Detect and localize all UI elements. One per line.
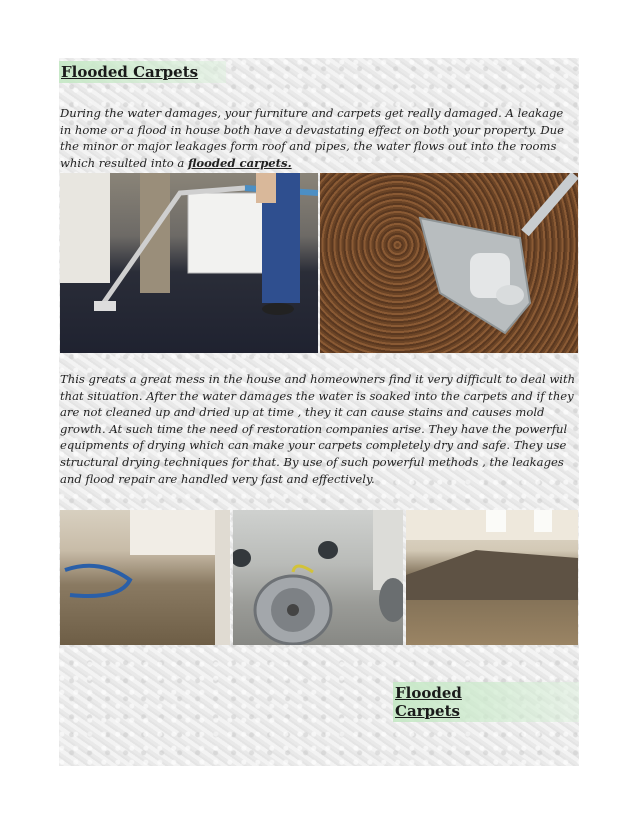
water-damaged-floor-photo [60, 510, 230, 645]
page-title: Flooded Carpets [59, 61, 226, 83]
flooded-carpets-link[interactable]: flooded carpets. [188, 155, 292, 170]
body-paragraph: This greats a great mess in the house and homeowners find it very difficult to deal with that situation. After the water damages the water is soaked into the carpets and if they are not cleaned up and dried up at time , they it can cause stains and causes mold growth. At such time the need of restoration companies arise. They have the powerful equipments of drying which can make your carpets completely dry and safe. They use structural drying techniques for that. By use of such powerful methods , the leakages and flood repair are handled very fast and effectively. [60, 372, 576, 486]
document-page [59, 58, 579, 766]
stripped-carpet-room-photo [406, 510, 578, 645]
drying-fan-photo [233, 510, 403, 645]
footer-title: Flooded Carpets [393, 682, 579, 722]
intro-text: During the water damages, your furniture and carpets get really damaged. A leakage in home or a flood in house both have a devastating effect on both your property. Due the minor or major leakages form roof and pipes, the water flows out into the rooms which resulted into a [60, 106, 564, 170]
carpet-cleaning-photo [60, 173, 318, 353]
vacuum-shag-carpet-photo [320, 173, 578, 353]
intro-paragraph [60, 105, 578, 171]
